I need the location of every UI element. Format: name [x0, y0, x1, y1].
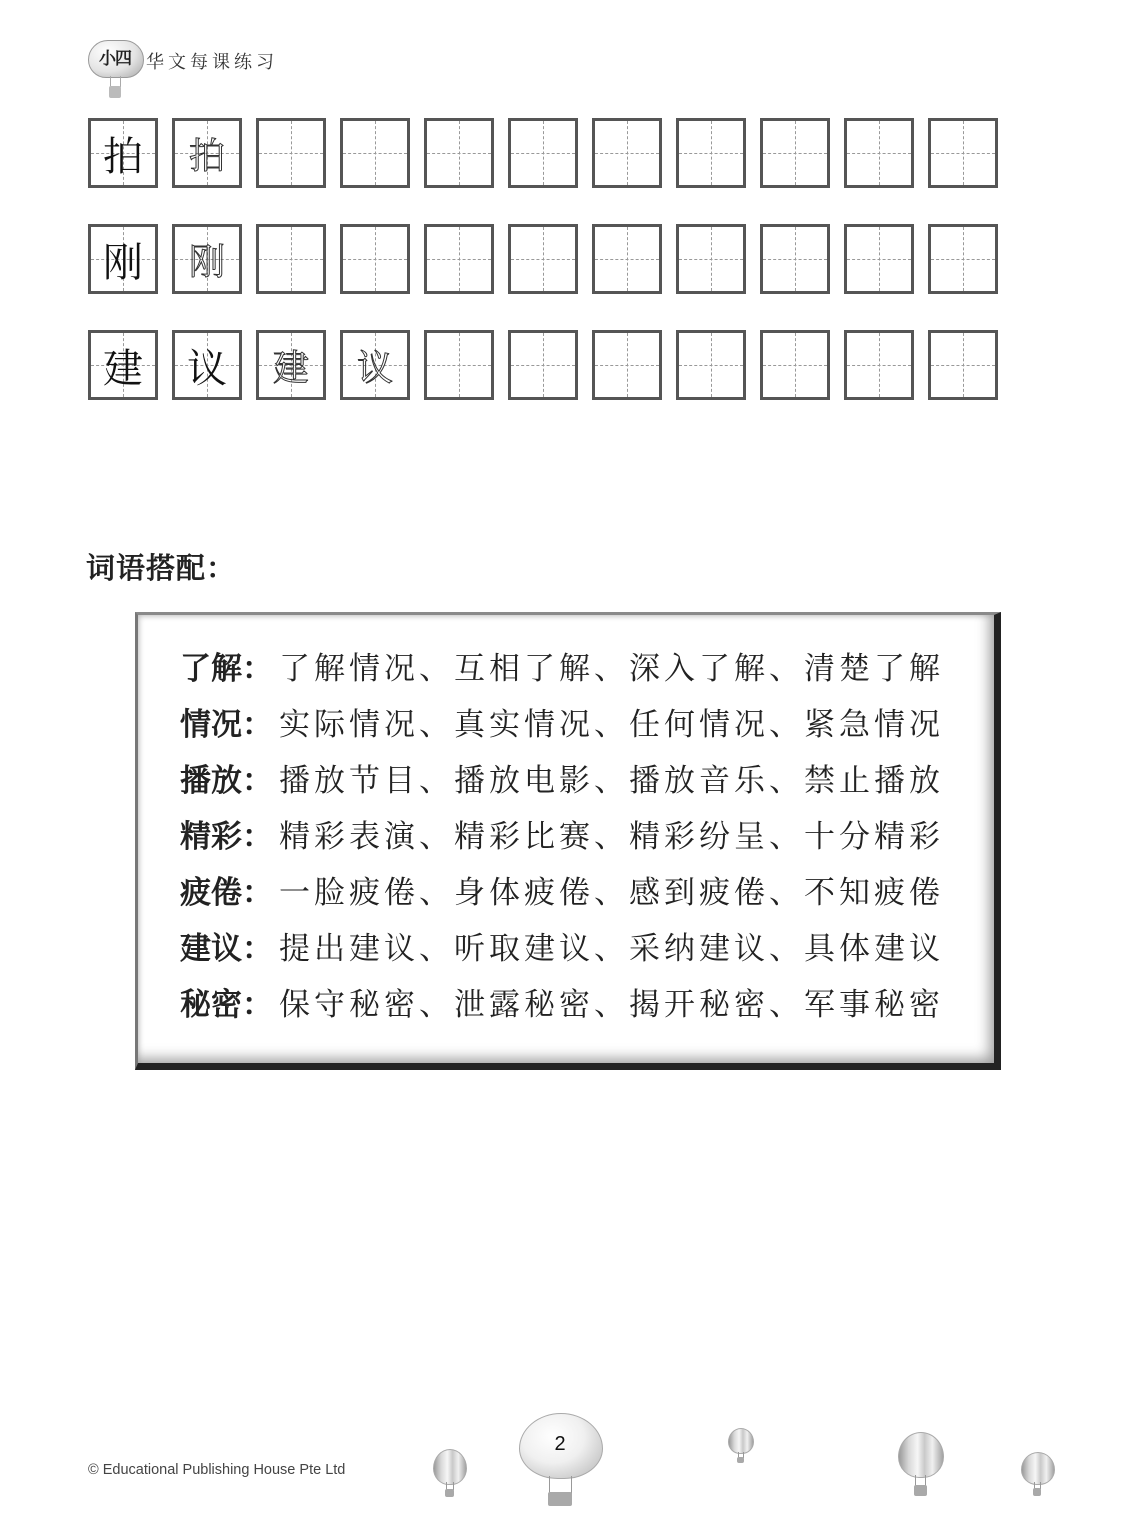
collocation-values: 提出建议、听取建议、采纳建议、具体建议	[279, 930, 944, 967]
collocations-box	[135, 612, 1001, 1070]
model-character: 拍	[103, 133, 143, 180]
model-cell	[88, 118, 158, 188]
writing-row-2	[88, 224, 1012, 294]
model-cell	[88, 330, 158, 400]
blank-cell[interactable]	[424, 224, 494, 294]
page-number-balloon	[519, 1413, 605, 1507]
grade-badge: 小四	[99, 49, 131, 69]
blank-cell[interactable]	[592, 224, 662, 294]
blank-cell[interactable]	[676, 330, 746, 400]
blank-cell[interactable]	[844, 330, 914, 400]
collocation-values: 了解情况、互相了解、深入了解、清楚了解	[279, 650, 944, 687]
collocation-line	[180, 696, 944, 746]
section-title: 词语搭配：	[86, 551, 237, 585]
collocation-key: 建议：	[180, 930, 273, 967]
collocation-key: 秘密：	[180, 986, 273, 1023]
blank-cell[interactable]	[592, 118, 662, 188]
blank-cell[interactable]	[256, 118, 326, 188]
collocation-line	[180, 752, 944, 802]
model-character: 刚	[103, 239, 143, 286]
collocation-values: 精彩表演、精彩比赛、精彩纷呈、十分精彩	[279, 818, 944, 855]
collocation-key: 情况：	[180, 706, 273, 743]
collocation-values: 实际情况、真实情况、任何情况、紧急情况	[279, 706, 944, 743]
model-character: 议	[187, 345, 227, 392]
model-cell	[172, 330, 242, 400]
blank-cell[interactable]	[508, 330, 578, 400]
blank-cell[interactable]	[508, 224, 578, 294]
page-number: 2	[554, 1433, 566, 1455]
collocation-line	[180, 808, 944, 858]
blank-cell[interactable]	[760, 330, 830, 400]
blank-cell[interactable]	[424, 118, 494, 188]
collocation-key: 疲倦：	[180, 874, 273, 911]
trace-character: 刚	[188, 241, 225, 283]
blank-cell[interactable]	[928, 330, 998, 400]
trace-character: 议	[356, 347, 393, 389]
trace-cell[interactable]	[172, 118, 242, 188]
collocation-line	[180, 864, 944, 914]
blank-cell[interactable]	[844, 224, 914, 294]
writing-row-1	[88, 118, 1012, 188]
collocation-key: 播放：	[180, 762, 273, 799]
collocation-key: 精彩：	[180, 818, 273, 855]
blank-cell[interactable]	[340, 118, 410, 188]
blank-cell[interactable]	[760, 224, 830, 294]
trace-cell[interactable]	[256, 330, 326, 400]
collocation-key: 了解：	[180, 650, 273, 687]
balloon-icon	[433, 1449, 467, 1499]
blank-cell[interactable]	[424, 330, 494, 400]
trace-character: 建	[272, 347, 309, 389]
collocation-values: 一脸疲倦、身体疲倦、感到疲倦、不知疲倦	[279, 874, 944, 911]
copyright-notice: © Educational Publishing House Pte Ltd	[88, 1462, 346, 1478]
model-cell	[88, 224, 158, 294]
blank-cell[interactable]	[760, 118, 830, 188]
model-character: 建	[103, 345, 143, 392]
trace-cell[interactable]	[172, 224, 242, 294]
blank-cell[interactable]	[340, 224, 410, 294]
blank-cell[interactable]	[256, 224, 326, 294]
collocation-values: 保守秘密、泄露秘密、揭开秘密、军事秘密	[279, 986, 944, 1023]
balloon-icon	[728, 1428, 754, 1466]
blank-cell[interactable]	[676, 118, 746, 188]
collocation-values: 播放节目、播放电影、播放音乐、禁止播放	[279, 762, 944, 799]
blank-cell[interactable]	[928, 118, 998, 188]
balloon-icon	[1021, 1452, 1055, 1498]
balloon-icon	[898, 1432, 944, 1498]
trace-cell[interactable]	[340, 330, 410, 400]
collocation-line	[180, 976, 944, 1026]
trace-character: 拍	[188, 135, 225, 177]
blank-cell[interactable]	[676, 224, 746, 294]
blank-cell[interactable]	[592, 330, 662, 400]
book-title: 华文每课练习	[146, 52, 278, 73]
collocation-line	[180, 640, 944, 690]
page-header	[88, 38, 278, 98]
blank-cell[interactable]	[844, 118, 914, 188]
blank-cell[interactable]	[508, 118, 578, 188]
writing-row-3	[88, 330, 1012, 400]
collocation-line	[180, 920, 944, 970]
balloon-logo-icon	[88, 38, 142, 100]
blank-cell[interactable]	[928, 224, 998, 294]
